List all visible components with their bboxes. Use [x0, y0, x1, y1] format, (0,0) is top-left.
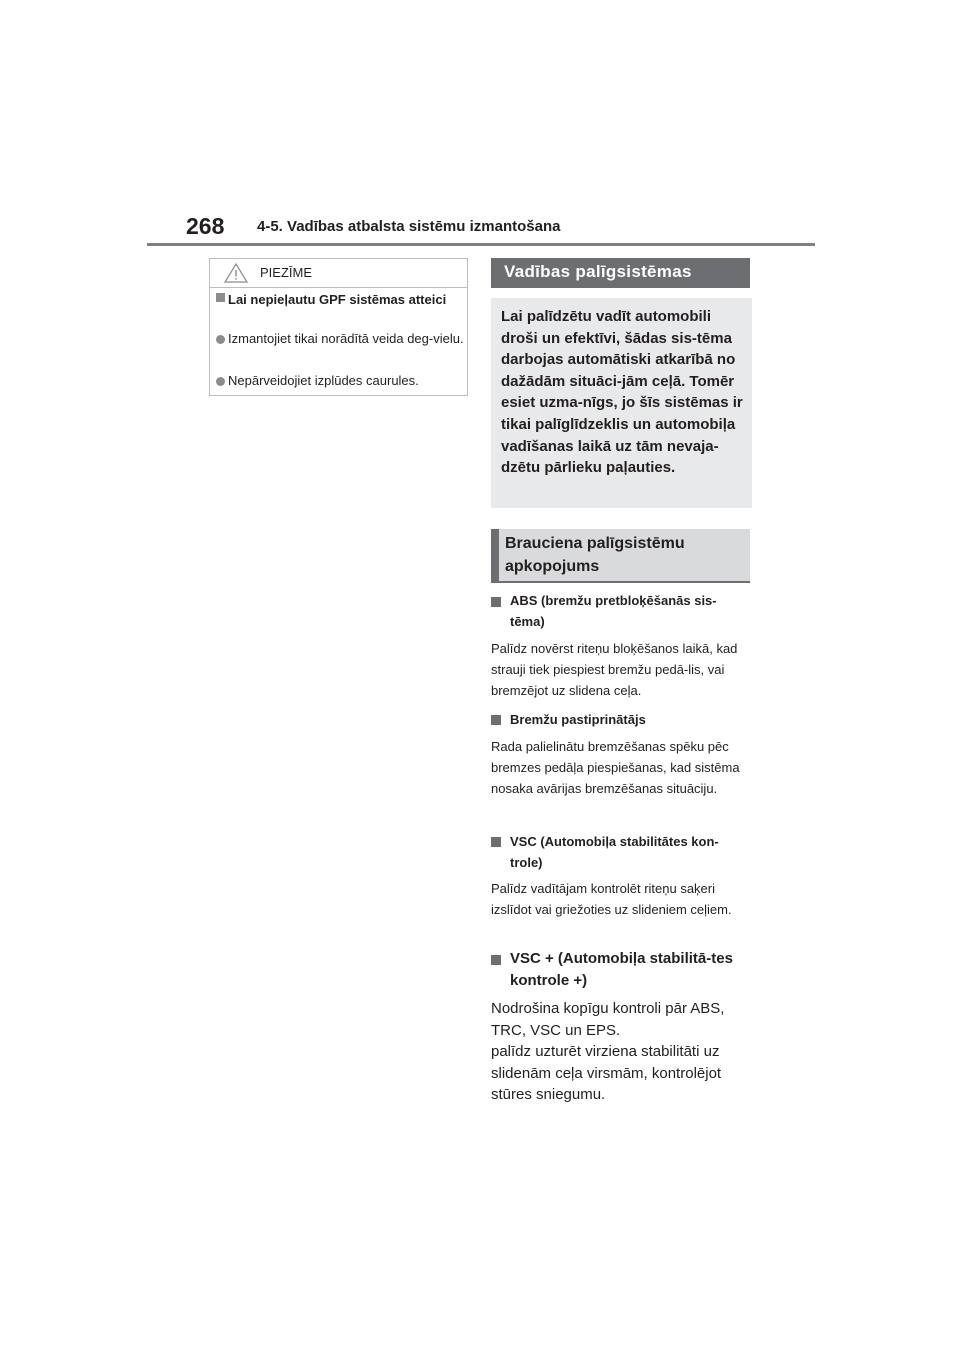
page-header [0, 0, 960, 248]
note-heading: Lai nepieļautu GPF sistēmas atteici [228, 292, 447, 307]
note-heading-square-icon [216, 293, 225, 302]
item-title-vsc: VSC (Automobiļa stabilitātes kon-trole) [510, 834, 719, 870]
item-body-vsc-plus: Nodrošina kopīgu kontroli pār ABS, TRC, VSC un EPS. [491, 1000, 725, 1039]
intro-box [491, 298, 752, 508]
item-body-vsc-plus-2: palīdz uzturēt virziena stabilitāti uz slidenām ceļa virsmām, kontrolējot stūres sniegumu. [491, 1043, 722, 1103]
subsection-heading: Brauciena palīgsistēmu apkopojums [505, 535, 685, 575]
item-body-brake-assist: Rada palielinātu bremzēšanas spēku pēc bremzes pedāļa piespiešanas, kad sistēma nosaka avārijas bremzēšanas situāciju. [491, 739, 740, 796]
warning-triangle-icon [224, 263, 248, 283]
item-title-brake-assist: Bremžu pastiprinātājs [510, 712, 646, 727]
item-square-icon [491, 597, 501, 607]
item-square-icon [491, 955, 501, 965]
note-bullet-2: Nepārveidojiet izplūdes caurules. [228, 373, 419, 388]
item-body-vsc: Palīdz vadītājam kontrolēt riteņu saķeri izslīdot vai griežoties uz slideniem ceļiem. [491, 881, 732, 917]
note-header [210, 259, 467, 288]
page-number: 268 [186, 213, 225, 239]
intro-text: Lai palīdzētu vadīt automobili droši un efektīvi, šādas sis-tēma darbojas automātiski atkarībā no dažādām situāci-jām ceļā. Tomēr esiet uzma-nīgs, jo šīs sistēmas ir tikai palīglīdzeklis un automobiļa vadīšanas laikā uz tām nevaja-dzētu pārlieku paļauties. [501, 308, 743, 477]
subsection-heading-bar [491, 529, 750, 583]
section-heading-bar [491, 258, 750, 288]
subsection-accent [491, 529, 499, 581]
item-title-vsc-plus: VSC + (Automobiļa stabilitā-tes kontrole +) [510, 950, 733, 989]
header-divider [147, 243, 815, 246]
note-title: PIEZĪME [260, 265, 313, 280]
bullet-dot-icon [216, 377, 225, 386]
section-heading: Vadības palīgsistēmas [504, 262, 692, 281]
note-box [209, 258, 468, 396]
bullet-dot-icon [216, 335, 225, 344]
item-square-icon [491, 837, 501, 847]
item-body-abs: Palīdz novērst riteņu bloķēšanos laikā, kad strauji tiek piespiest bremžu pedā-lis, vai bremzējot uz slidena ceļa. [491, 641, 738, 698]
note-bullet-1: Izmantojiet tikai norādītā veida deg-vielu. [228, 331, 464, 346]
section-title: 4-5. Vadības atbalsta sistēmu izmantošana [257, 218, 561, 235]
item-square-icon [491, 715, 501, 725]
item-title-abs: ABS (bremžu pretbloķēšanās sis-tēma) [510, 593, 717, 629]
